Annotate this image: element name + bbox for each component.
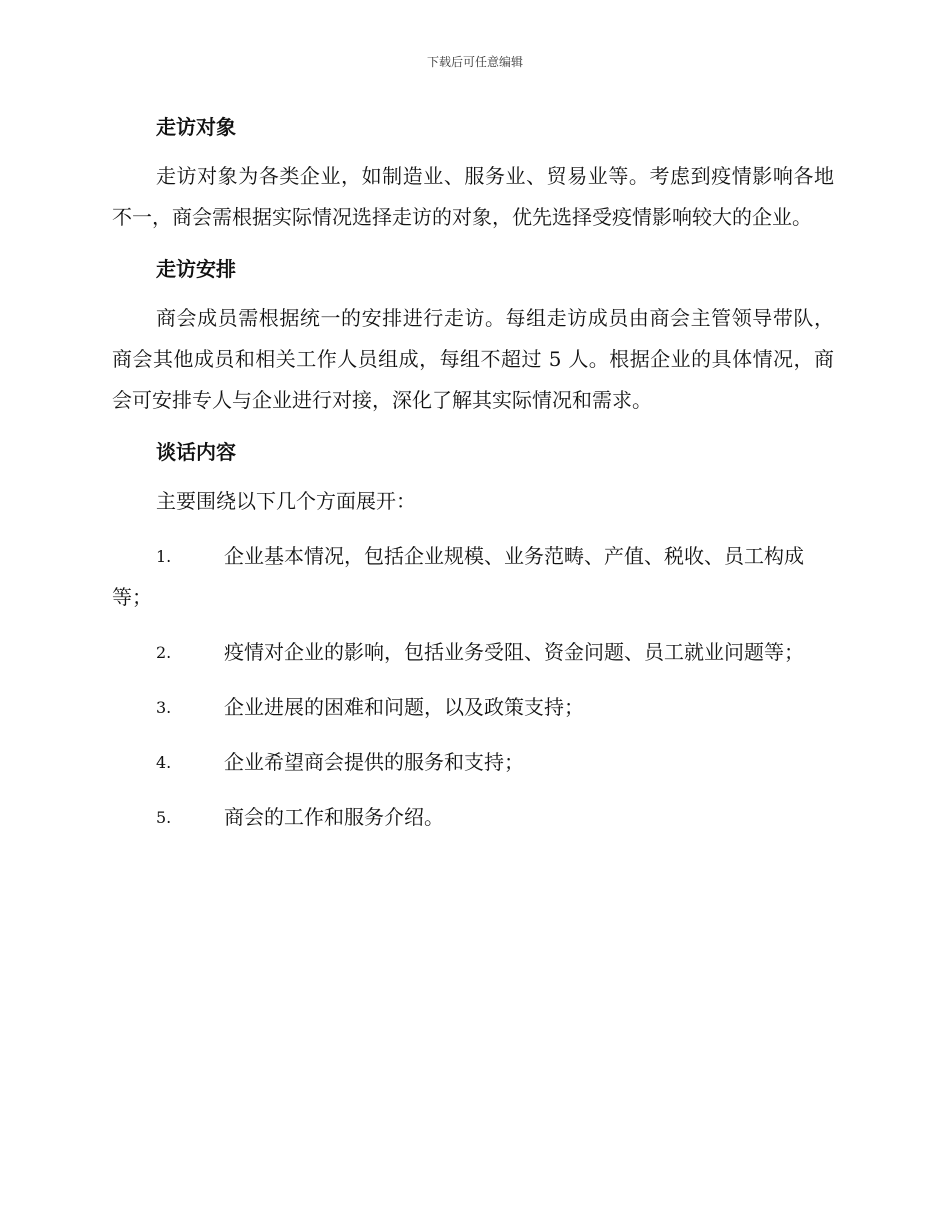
section-paragraph-visit-target: 走访对象为各类企业，如制造业、服务业、贸易业等。考虑到疫情影响各地不一，商会需根据实际情况选择走访的对象，优先选择受疫情影响较大的企业。 (112, 164, 834, 229)
section-heading-visit-target: 走访对象 (156, 115, 236, 139)
list-item-text: 企业进展的困难和问题，以及政策支持； (224, 695, 584, 719)
list-item (112, 742, 834, 783)
list-item-text: 疫情对企业的影响，包括业务受阻、资金问题、员工就业问题等； (224, 640, 804, 664)
list-item (112, 797, 834, 838)
document-body (112, 110, 834, 852)
list-item-number: 4. (156, 753, 172, 772)
section-heading-talk-content: 谈话内容 (156, 440, 236, 464)
section-heading-visit-arrangement: 走访安排 (156, 257, 236, 281)
list-item-text: 商会的工作和服务介绍。 (224, 805, 444, 829)
list-item-number: 2. (156, 643, 172, 662)
section-paragraph-visit-arrangement: 商会成员需根据统一的安排进行走访。每组走访成员由商会主管领导带队，商会其他成员和相关工作人员组成，每组不超过 5 人。根据企业的具体情况，商会可安排专人与企业进行对接，深化了解其实际情况和需求。 (112, 306, 834, 412)
list-item-text: 企业基本情况，包括企业规模、业务范畴、产值、税收、员工构成等； (112, 544, 804, 609)
list-item (112, 687, 834, 728)
list-item-number: 1. (156, 547, 172, 566)
page-header: 下载后可任意编辑 (426, 55, 523, 69)
section-paragraph-talk-content: 主要围绕以下几个方面展开： (156, 489, 416, 513)
list-item (112, 536, 834, 618)
list-item-number: 3. (156, 698, 172, 717)
list-item-text: 企业希望商会提供的服务和支持； (224, 750, 524, 774)
list-item-number: 5. (156, 808, 172, 827)
list-item (112, 632, 834, 673)
